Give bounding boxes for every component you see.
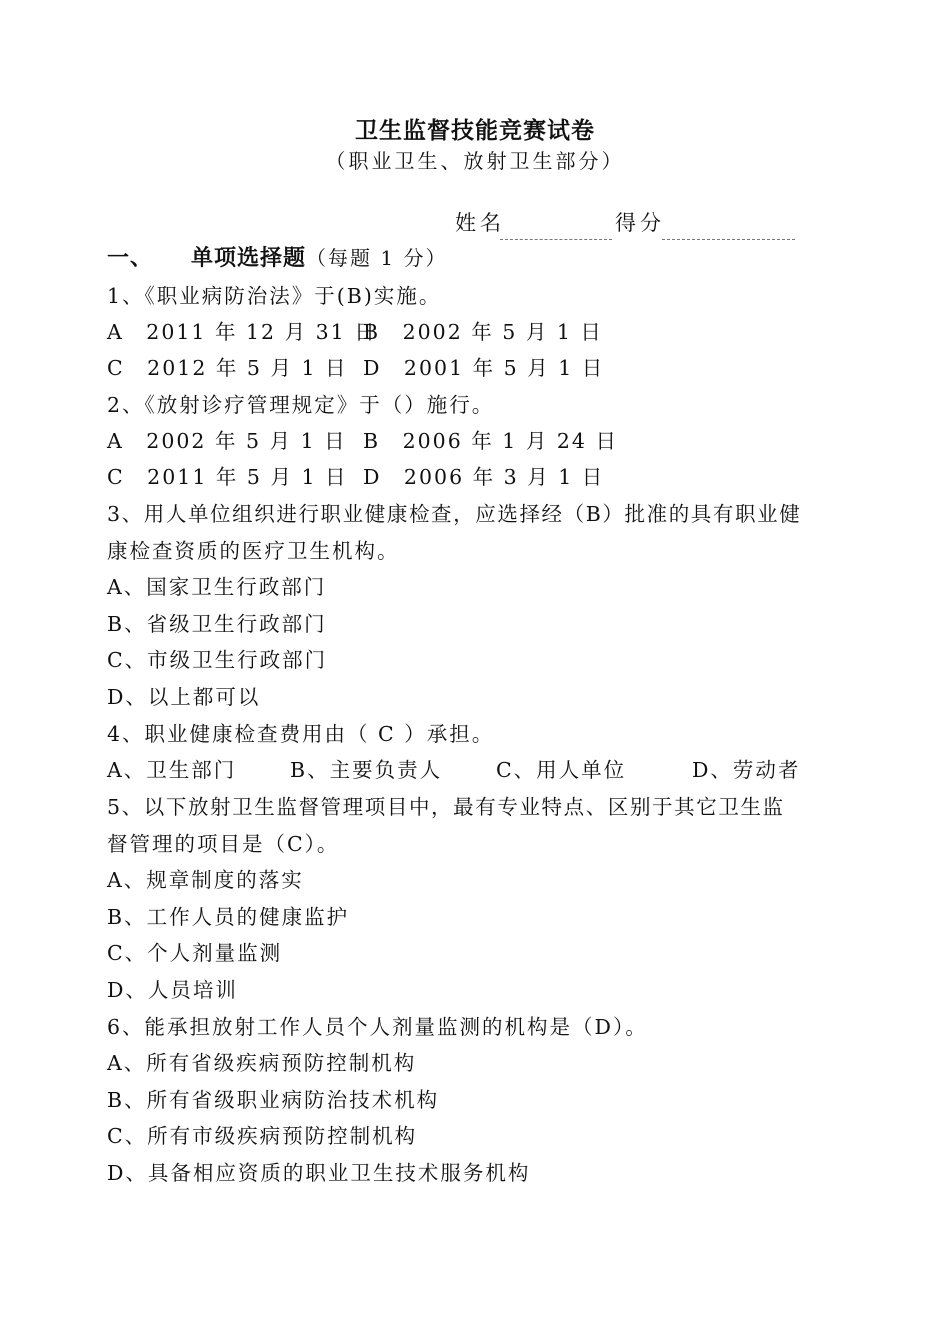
question-1-options-row2 xyxy=(107,354,847,382)
name-label: 姓名 xyxy=(455,211,505,235)
question-6-option-a: A、所有省级疾病预防控制机构 xyxy=(107,1051,417,1075)
score-blank[interactable] xyxy=(662,239,795,240)
question-3-stem-line1: 3、用人单位组织进行职业健康检查，应选择经（B）批准的具有职业健 xyxy=(107,502,802,526)
question-2-options-row1 xyxy=(107,427,847,455)
option-b: B、主要负责人 xyxy=(290,758,443,782)
question-3-option-d: D、以上都可以 xyxy=(107,685,261,709)
option-d: D、劳动者 xyxy=(692,758,801,782)
name-score-row xyxy=(455,205,815,245)
option-a: A 2002 年 5 月 1 日 xyxy=(107,429,347,453)
section-number: 一、 xyxy=(107,246,154,271)
section-heading xyxy=(107,244,447,273)
question-5-stem-line1: 5、以下放射卫生监督管理项目中，最有专业特点、区别于其它卫生监 xyxy=(107,795,785,819)
page-subtitle: （职业卫生、放射卫生部分） xyxy=(325,149,625,173)
question-6-option-b: B、所有省级职业病防治技术机构 xyxy=(107,1088,440,1112)
question-2-options-row2 xyxy=(107,463,847,491)
option-d: D 2006 年 3 月 1 日 xyxy=(363,465,605,489)
score-label: 得分 xyxy=(615,211,665,235)
question-6-option-c: C、所有市级疾病预防控制机构 xyxy=(107,1124,418,1148)
option-a: A、卫生部门 xyxy=(107,758,237,782)
question-3-option-b: B、省级卫生行政部门 xyxy=(107,612,327,636)
question-4-stem: 4、职业健康检查费用由（ C ）承担。 xyxy=(107,722,495,746)
question-1-options-row1 xyxy=(107,318,847,346)
question-1-stem: 1、《职业病防治法》于(B)实施。 xyxy=(107,284,442,308)
name-blank[interactable] xyxy=(500,239,612,240)
question-6-option-d: D、具备相应资质的职业卫生技术服务机构 xyxy=(107,1161,531,1185)
question-4-options xyxy=(107,756,847,784)
option-d: D 2001 年 5 月 1 日 xyxy=(363,356,605,380)
question-5-option-a: A、规章制度的落实 xyxy=(107,868,304,892)
section-note: （每题 1 分） xyxy=(306,246,448,270)
option-a: A 2011 年 12 月 31 日 xyxy=(107,320,377,344)
question-6-stem: 6、能承担放射工作人员个人剂量监测的机构是（D）。 xyxy=(107,1015,648,1039)
question-3-stem-line2: 康检查资质的医疗卫生机构。 xyxy=(107,539,400,563)
option-b: B 2006 年 1 月 24 日 xyxy=(363,429,618,453)
option-c: C 2011 年 5 月 1 日 xyxy=(107,465,348,489)
question-5-option-c: C、个人剂量监测 xyxy=(107,941,283,965)
option-b: B 2002 年 5 月 1 日 xyxy=(363,320,603,344)
option-c: C、用人单位 xyxy=(496,758,627,782)
question-2-stem: 2、《放射诊疗管理规定》于（）施行。 xyxy=(107,393,495,417)
question-5-option-b: B、工作人员的健康监护 xyxy=(107,905,350,929)
question-5-option-d: D、人员培训 xyxy=(107,978,238,1002)
question-5-stem-line2: 督管理的项目是（C）。 xyxy=(107,832,340,856)
question-3-option-c: C、市级卫生行政部门 xyxy=(107,648,328,672)
question-3-option-a: A、国家卫生行政部门 xyxy=(107,575,327,599)
page-title: 卫生监督技能竞赛试卷 xyxy=(355,118,595,144)
section-name: 单项选择题 xyxy=(191,246,307,271)
option-c: C 2012 年 5 月 1 日 xyxy=(107,356,348,380)
